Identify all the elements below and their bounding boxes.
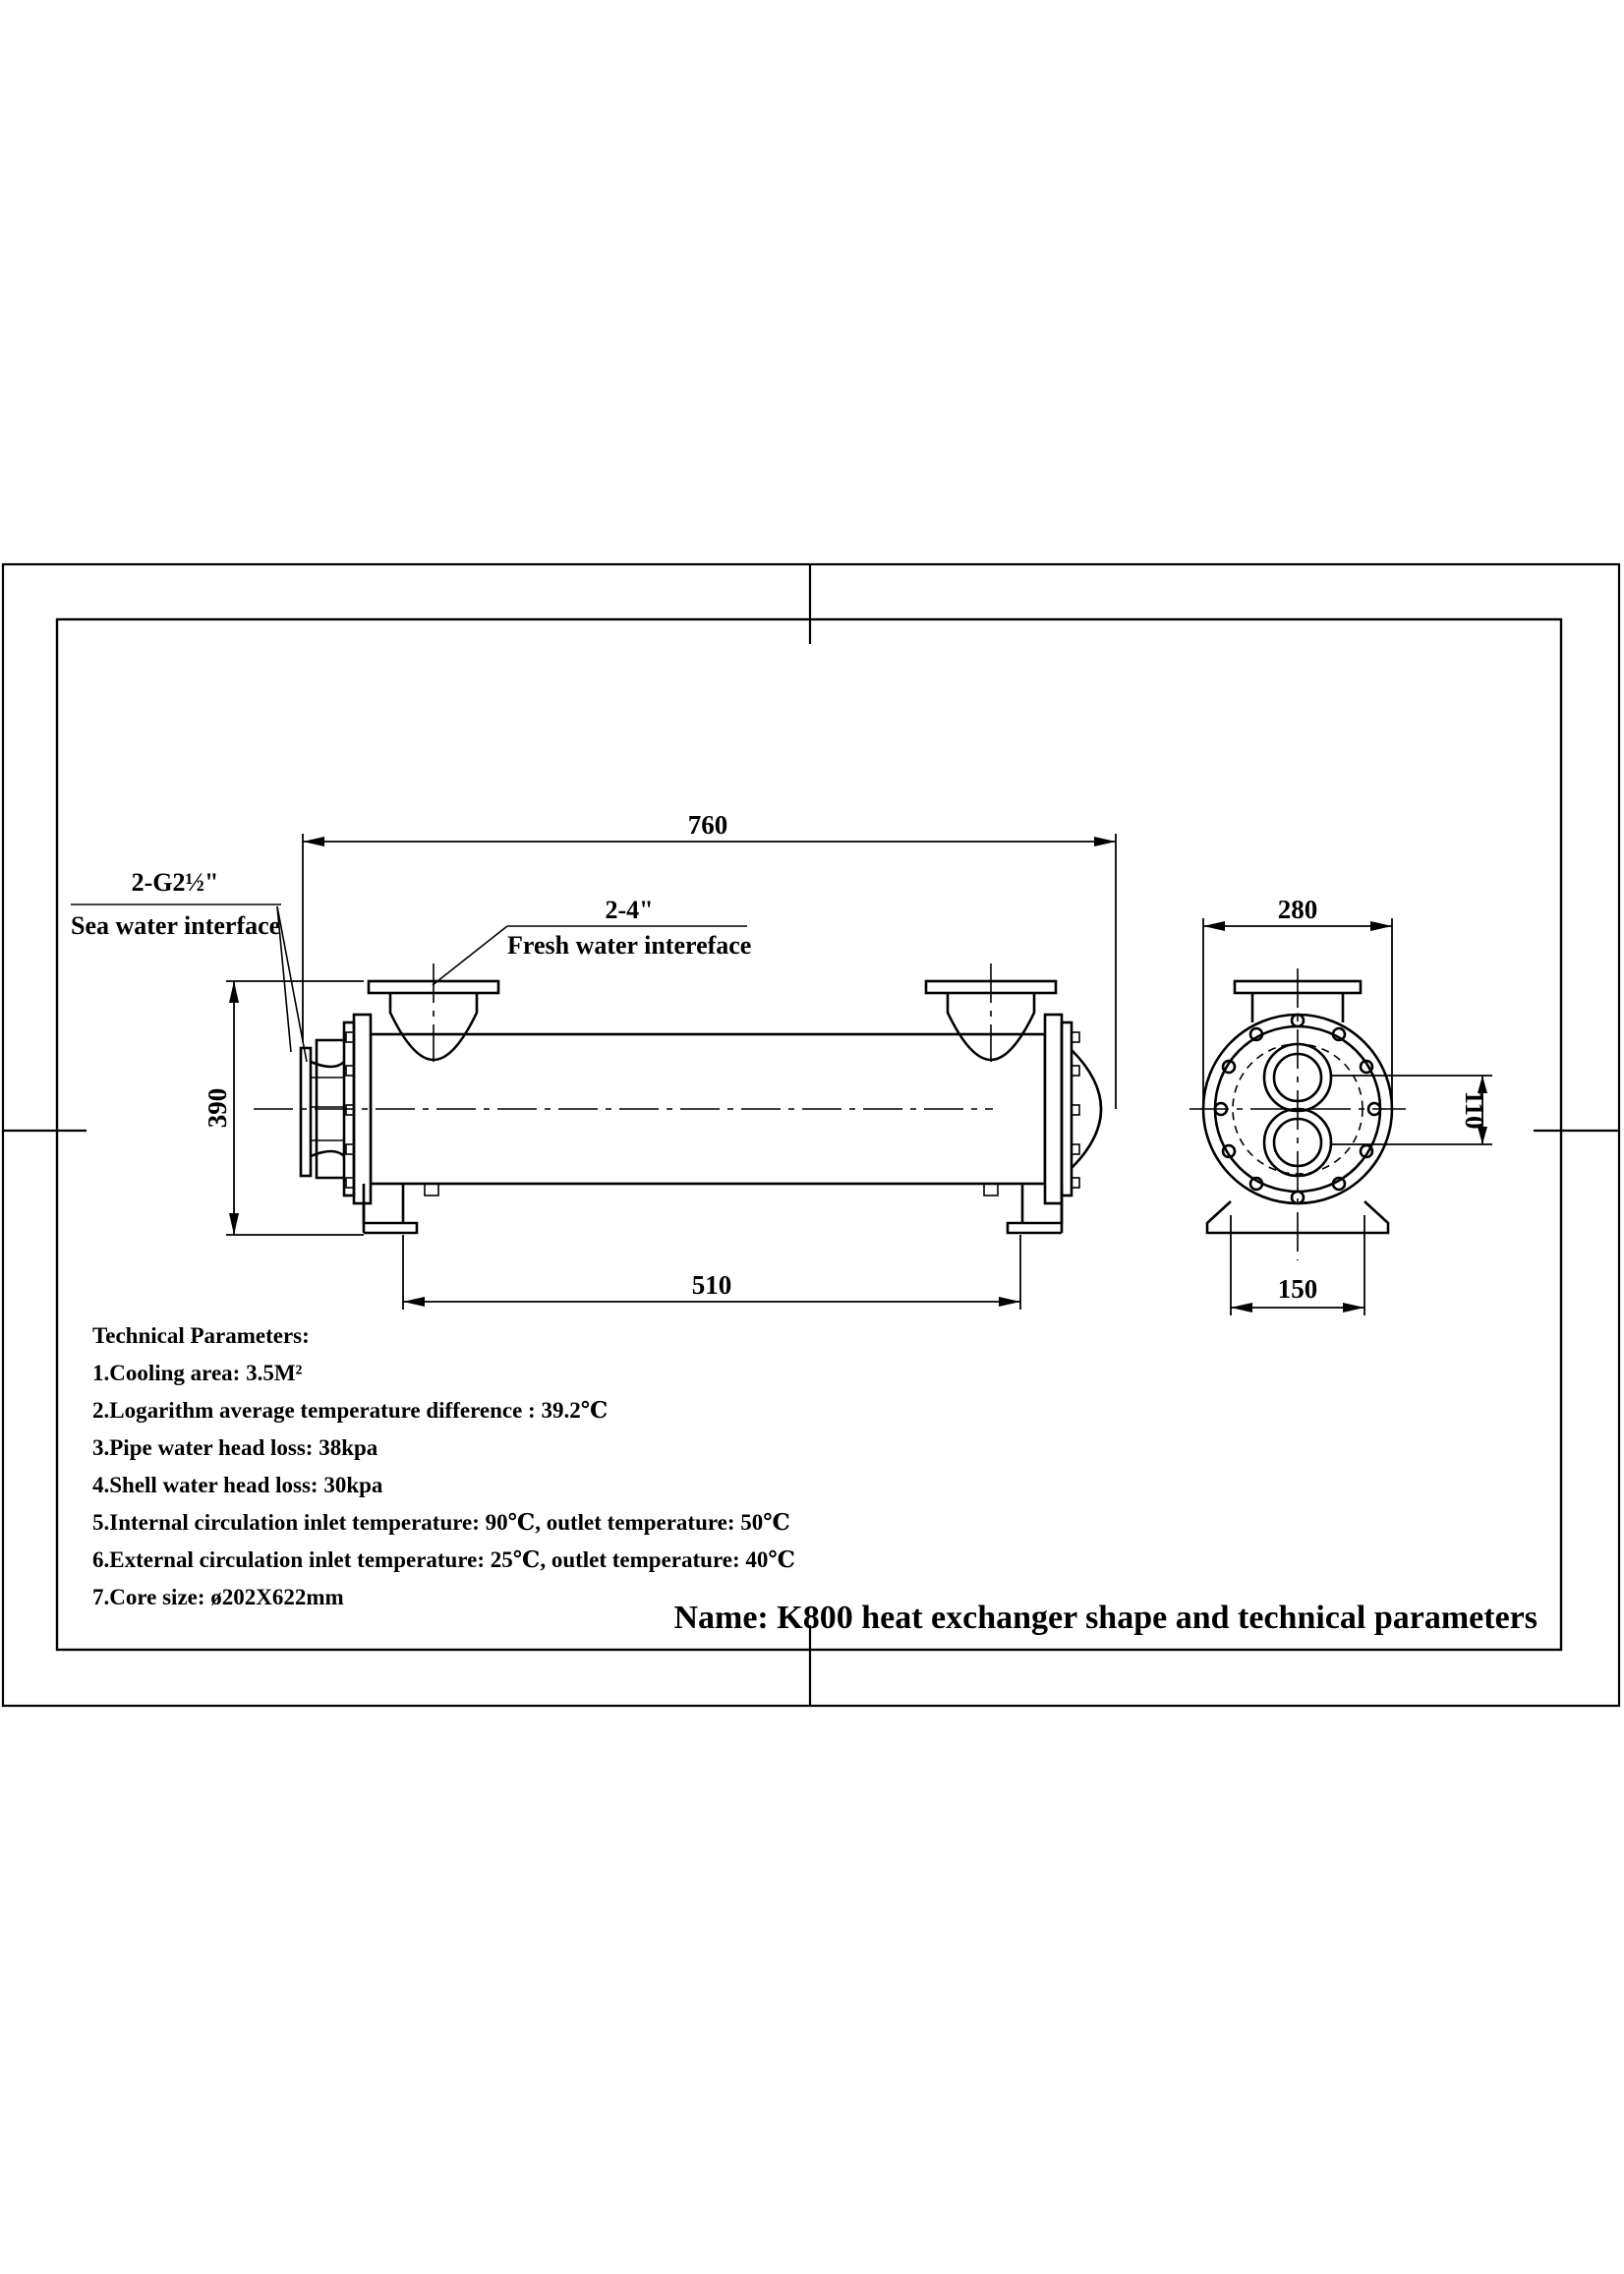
side-view bbox=[1189, 968, 1406, 1260]
parameter-item: 1.Cooling area: 3.5M² bbox=[92, 1361, 303, 1385]
parameter-item: 2.Logarithm average temperature difference : 39.2℃ bbox=[92, 1398, 609, 1423]
right-head bbox=[1072, 1050, 1101, 1168]
sea-water-label: Sea water interface bbox=[71, 911, 281, 940]
front-view bbox=[254, 963, 1101, 1233]
technical-parameters bbox=[92, 1323, 795, 1609]
fresh-water-callout bbox=[433, 896, 751, 985]
dim-760-label: 760 bbox=[687, 810, 728, 840]
dimension-760 bbox=[303, 810, 1116, 1109]
fresh-water-label: Fresh water intereface bbox=[507, 931, 752, 960]
sea-water-size: 2-G2½" bbox=[131, 868, 219, 897]
fresh-water-nozzle-right bbox=[926, 963, 1056, 1062]
parameter-item: 3.Pipe water head loss: 38kpa bbox=[92, 1435, 378, 1460]
dim-390-label: 390 bbox=[203, 1087, 232, 1129]
parameter-item: 7.Core size: ø202X622mm bbox=[92, 1585, 344, 1609]
right-flange-inner bbox=[1062, 1022, 1072, 1195]
parameter-item: 5.Internal circulation inlet temperature: 90℃, outlet temperature: 50℃ bbox=[92, 1510, 790, 1535]
drain-plug-left bbox=[425, 1184, 438, 1195]
fresh-water-nozzle-left bbox=[369, 963, 498, 1062]
dim-150-label: 150 bbox=[1277, 1274, 1318, 1304]
right-flange-outer bbox=[1045, 1015, 1062, 1203]
dimension-390 bbox=[203, 981, 364, 1235]
dim-280-label: 280 bbox=[1277, 895, 1318, 924]
sea-water-flange bbox=[301, 1048, 311, 1176]
drain-plug-right bbox=[984, 1184, 998, 1195]
dim-110-label: 110 bbox=[1460, 1090, 1489, 1130]
parameter-item: 4.Shell water head loss: 30kpa bbox=[92, 1473, 383, 1497]
drawing-title: Name: K800 heat exchanger shape and technical parameters bbox=[673, 1600, 1537, 1636]
parameter-item: 6.External circulation inlet temperature: 25℃, outlet temperature: 40℃ bbox=[92, 1547, 795, 1572]
dim-510-label: 510 bbox=[691, 1270, 732, 1300]
fresh-water-size: 2-4" bbox=[605, 896, 654, 924]
sea-water-callout bbox=[71, 868, 307, 1062]
parameters-heading: Technical Parameters: bbox=[92, 1323, 310, 1348]
dimension-510 bbox=[403, 1235, 1020, 1310]
dimension-110 bbox=[1331, 1076, 1492, 1144]
